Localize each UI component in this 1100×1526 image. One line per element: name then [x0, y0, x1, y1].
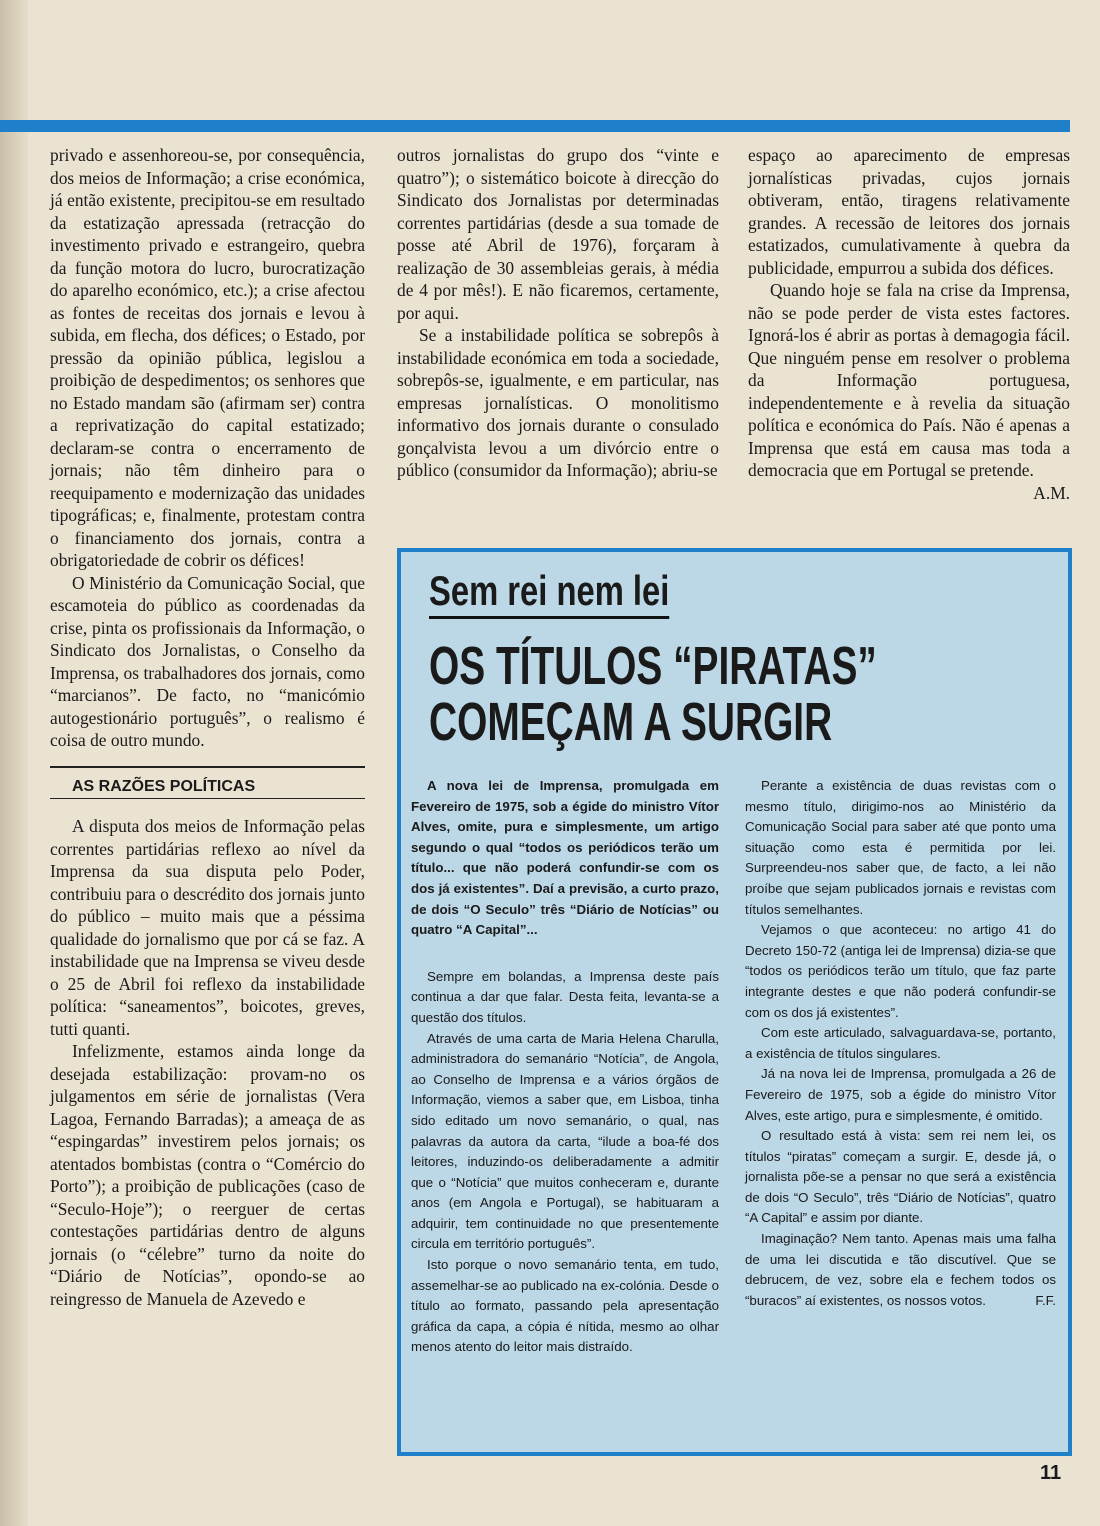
- paragraph: Perante a existência de duas revistas com o mesmo título, dirigimo-nos ao Ministério da Comunicação Social para saber até que ponto uma situação como esta é permitida por lei. Surpreendeu-nos saber que, de facto, a lei não proíbe que sejam publicados jornais e revistas com títulos semelhantes.: [745, 778, 1056, 917]
- paragraph: [748, 279, 1070, 503]
- article-column-3: [748, 144, 1070, 504]
- box-lead: A nova lei de Imprensa, promulgada em Fevereiro de 1975, sob a égide do ministro Vítor Alves, omite, pura e simplesmente, um artigo segundo o qual “todos os periódicos terão um título... que não poderá confundir-se com os dos já existentes”. Daí a previsão, a curto prazo, de dois “O Seculo” três “Diário de Notícias” ou quatro “A Capital”...: [411, 778, 719, 938]
- divider: [50, 766, 365, 768]
- paragraph: Isto porque o novo semanário tenta, em tudo, assemelhar-se ao publicado na ex-colónia. Desde o título ao formato, passando pela apresentação gráfica da capa, a cópia é nítida, mesmo ao olhar menos atento do leitor mais distraído.: [411, 1257, 719, 1355]
- header-color-bar: [0, 120, 1070, 132]
- paragraph-text: Quando hoje se fala na crise da Imprensa, não se pode perder de vista estes factores. Ignorá-los é abrir as portas à demagogia fácil. Que ninguém pense em resolver o problema da Informação portuguesa, independentemente e à revelia da situação política e económica do País. Não é apenas a Imprensa que está em causa mas toda a democracia que em Portugal se pretende.: [748, 280, 1070, 480]
- box-kicker: Sem rei nem lei: [429, 566, 669, 619]
- headline-line: OS TÍTULOS “PIRATAS”: [429, 636, 877, 696]
- page-gutter-shadow: [0, 0, 28, 1526]
- paragraph: Já na nova lei de Imprensa, promulgada a 26 de Fevereiro de 1975, sob a égide do ministro Vítor Alves, este artigo, pura e simplesmente, é omitido.: [745, 1066, 1056, 1123]
- article-column-2: [397, 144, 719, 482]
- box-column-2: [745, 776, 1056, 1311]
- paragraph: privado e assenhoreou-se, por consequência, dos meios de Informação; a crise económica, já então existente, precipitou-se em resultado da estatização apressada (retracção do investimento privado e estrangeiro, quebra da função motora do lucro, burocratização do aparelho económico, etc.); a crise afectou as fontes de receitas dos jornais e levou à subida, em flecha, dos défices; o Estado, por pressão da opinião pública, legislou a proibição de despedimentos; os senhores que no Estado mandam são (afirmam ser) contra a reprivatização do capital estatizado; declaram-se contra o encerramento de jornais; não têm dinheiro para o reequipamento e modernização das unidades tipográficas; e, finalmente, protestam contra o financiamento dos jornais, contra a obrigatoriedade de cobrir os défices!: [50, 145, 365, 570]
- paragraph: outros jornalistas do grupo dos “vinte e quatro”); o sistemático boicote à direcção do Sindicato dos Jornalistas por determinadas correntes partidárias (desde a sua tomade de posse até Abril de 1976), forçaram à realização de 30 assembleias gerais, à média de 4 por mês!). E não ficaremos, certamente, por aqui.: [397, 145, 719, 323]
- article-column-1: [50, 144, 365, 1310]
- paragraph: Através de uma carta de Maria Helena Charulla, administradora do semanário “Notícia”, de Angola, ao Conselho de Imprensa e a vários órgãos de Informação, viemos a saber que, em Lisboa, tinha sido editado um novo semanário, o qual, nas palavras da autora da carta, “ilude a boa-fé dos leitores, induzindo-os deliberadamente a admitir que o “Notícia” que muitos conheceram e, durante anos (em Angola e Portugal), se habituaram a adquirir, tem continuidade no que presentemente circula em território português”.: [411, 1030, 719, 1252]
- paragraph: [745, 1229, 1056, 1311]
- paragraph-text: Imaginação? Nem tanto. Apenas mais uma falha de uma lei discutida e tão discutível. Que se debrucem, de vez, sobre ela e fechem todos os “buracos” aí existentes, os nossos votos.: [745, 1231, 1056, 1308]
- paragraph: O Ministério da Comunicação Social, que escamoteia do público as coordenadas da crise, pinta os profissionais da Informação, o Sindicato dos Jornalistas, o Conselho da Imprensa, os trabalhadores dos jornais, como “marcianos”. De facto, no “manicómio autogestionário português”, o realismo é coisa de outro mundo.: [50, 572, 365, 750]
- paragraph: A disputa dos meios de Informação pelas correntes partidárias reflexo ao nível da Imprensa da sua disputa pelo Poder, contribuiu para o descrédito dos jornais junto do público – muito mais que a péssima qualidade do jornalismo que por cá se faz. A instabilidade que na Imprensa se viveu desde o 25 de Abril foi reflexo da instabilidade política: “saneamentos”, boicotes, greves, tutti quanti.: [50, 816, 365, 1039]
- paragraph: Se a instabilidade política se sobrepôs à instabilidade económica em toda a sociedade, sobrepôs-se, igualmente, e em particular, nas empresas jornalísticas. O monolitismo informativo dos jornais durante o consulado gonçalvista levou a um divórcio entre o público (consumidor da Informação); abriu-se: [397, 325, 719, 480]
- paragraph: O resultado está à vista: sem rei nem lei, os títulos “piratas” começam a surgir. E, desde já, o jornalista põe-se a pensar no que será a existência de dois “O Seculo”, três “Diário de Notícias”, quatro “A Capital” e assim por diante.: [745, 1128, 1056, 1226]
- box-column-1: [411, 776, 719, 1358]
- paragraph: espaço ao aparecimento de empresas jornalísticas privadas, cujos jornais obtiveram, então, tiragens relativamente grandes. A recessão de leitores dos jornais estatizados, cumulativamente à quebra da publicidade, empurrou a subida dos défices.: [748, 145, 1070, 278]
- sidebar-box: [397, 548, 1072, 1456]
- page-number: 11: [1040, 1462, 1062, 1484]
- paragraph: Com este articulado, salvaguardava-se, portanto, a existência de títulos singulares.: [745, 1025, 1056, 1061]
- paragraph: Sempre em bolandas, a Imprensa deste país continua a dar que falar. Desta feita, levanta-se a questão dos títulos.: [411, 968, 719, 1025]
- box-headline: [429, 638, 877, 750]
- divider: [50, 798, 365, 799]
- paragraph: Vejamos o que aconteceu: no artigo 41 do Decreto 150-72 (antiga lei de Imprensa) dizia-se que “todos os periódicos terão um título, que faz parte integrante destes e que não poderá confundir-se com os dos já existentes”.: [745, 922, 1056, 1020]
- headline-line: COMEÇAM A SURGIR: [429, 692, 833, 752]
- author-signature: A.M.: [1033, 482, 1070, 503]
- section-subheading: AS RAZÕES POLÍTICAS: [72, 777, 256, 795]
- author-signature: F.F.: [1035, 1292, 1056, 1308]
- paragraph: Infelizmente, estamos ainda longe da desejada estabilização: provam-no os julgamentos em série de jornalistas (Vera Lagoa, Fernando Barradas); a ameaça de as “espingardas” investirem pelos jornais; os atentados bombistas (contra o “Comércio do Porto”); a proibição de publicações (caso de “Seculo-Hoje”); o reerguer de certas contestações partidárias dentro de alguns jornais (o “célebre” turno da noite do “Diário de Notícias”, opondo-se ao reingresso de Manuela de Azevedo e: [50, 1041, 365, 1309]
